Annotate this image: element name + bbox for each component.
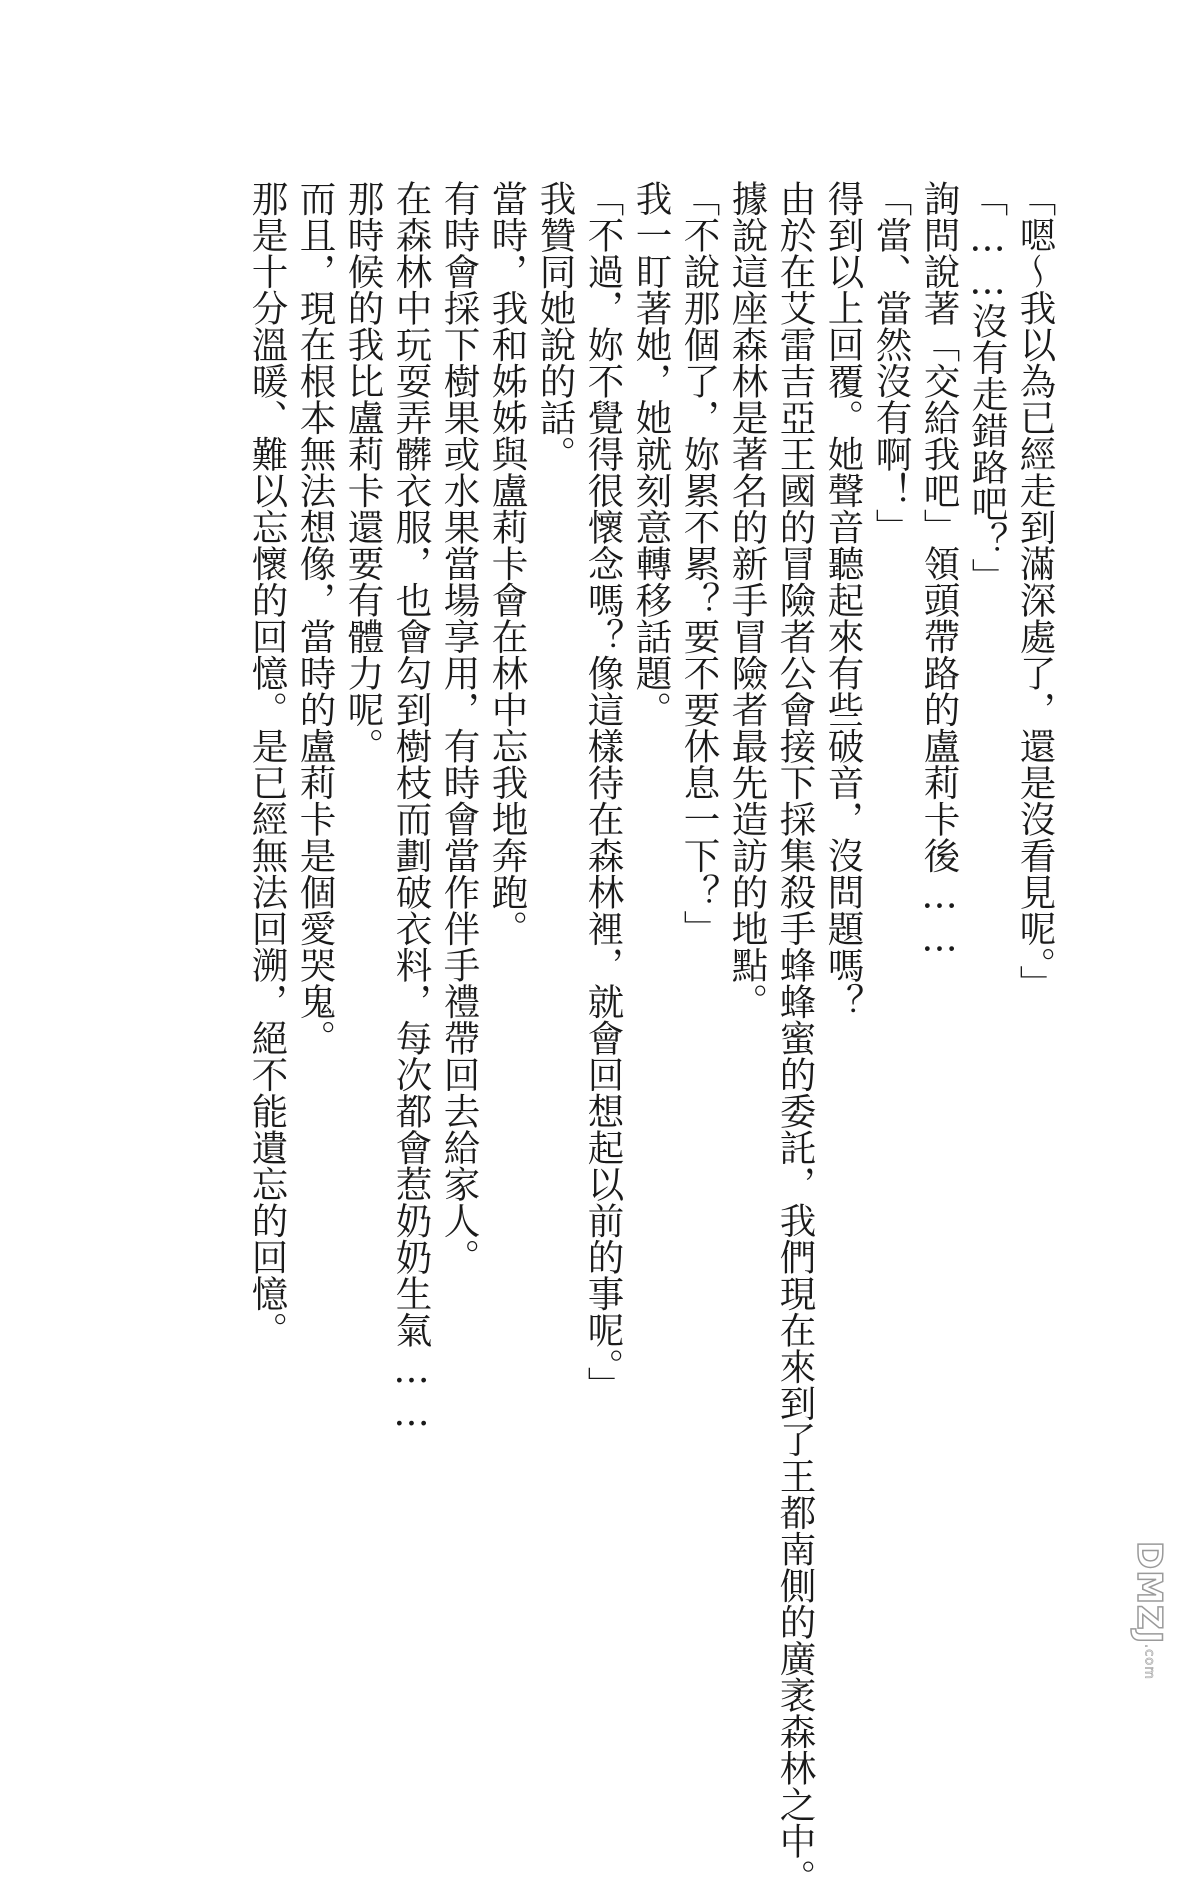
text-line: 「嗯～我以為已經走到滿深處了，還是沒看見呢。」 [1014, 180, 1057, 1002]
text-line: 據說這座森林是著名的新手冒險者最先造訪的地點。 [726, 180, 769, 1020]
watermark-sub: .com [1141, 1644, 1157, 1680]
text-line: 當時，我和姊姊與盧莉卡會在林中忘我地奔跑。 [486, 180, 529, 947]
text-line: 我一盯著她，她就刻意轉移話題。 [630, 180, 673, 728]
text-line: 得到以上回覆。她聲音聽起來有些破音，沒問題嗎？ [822, 180, 865, 1020]
vertical-text-block [243, 180, 1059, 1896]
watermark-main: DMZJ [1129, 1540, 1169, 1645]
text-line: 「……沒有走錯路吧？」 [966, 180, 1009, 595]
text-line: 由於在艾雷吉亞王國的冒險者公會接下採集殺手蜂蜂蜜的委託，我們現在來到了王都南側的廣袤森林之中。 [774, 180, 817, 1896]
text-line: 「不過，妳不覺得很懷念嗎？像這樣待在森林裡，就會回想起以前的事呢。」 [582, 180, 625, 1403]
text-line: 在森林中玩耍弄髒衣服，也會勾到樹枝而劃破衣料，每次都會惹奶奶生氣…… [390, 180, 433, 1434]
text-line: 有時會採下樹果或水果當場享用，有時會當作伴手禮帶回去給家人。 [438, 180, 481, 1275]
site-watermark-logo [1119, 1540, 1179, 1680]
text-line: 詢問說著「交給我吧」領頭帶路的盧莉卡後…… [918, 180, 961, 960]
text-line: 那時候的我比盧莉卡還要有體力呢。 [342, 180, 385, 764]
text-line: 我贊同她說的話。 [534, 180, 577, 472]
text-line: 而且，現在根本無法想像，當時的盧莉卡是個愛哭鬼。 [294, 180, 337, 1056]
text-line: 那是十分溫暖、難以忘懷的回憶。是已經無法回溯，絕不能遺忘的回憶。 [246, 180, 289, 1348]
text-line: 「不說那個了，妳累不累？要不要休息一下？」 [678, 180, 721, 947]
text-line: 「當、當然沒有啊！」 [870, 180, 913, 545]
